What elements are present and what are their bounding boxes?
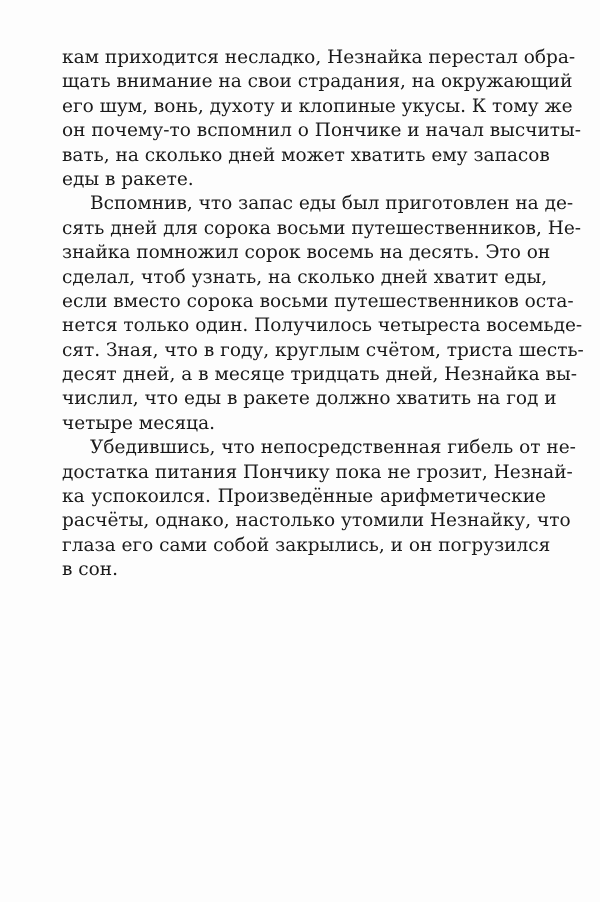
text-line: глаза его сами собой закрылись, и он погрузился [62,534,551,556]
text-line: сят. Зная, что в году, круглым счётом, триста шесть- [62,339,584,361]
text-line: четыре месяца. [62,412,215,434]
text-line: сять дней для сорока восьми путешественников, Не- [62,217,582,239]
text-line: числил, что еды в ракете должно хватить на год и [62,388,557,410]
text-line: знайка помножил сорок восемь на десять. Это он [62,242,551,264]
text-line: Убедившись, что непосредственная гибель от не- [90,437,576,459]
text-line: он почему-то вспомнил о Пончике и начал высчиты- [62,120,582,142]
paragraph-2 [62,192,584,436]
text-line: нется только один. Получилось четыреста восемьде- [62,315,583,337]
text-line: сделал, чтоб узнать, на сколько дней хватит еды, [62,266,548,288]
text-line: если вместо сорока восьми путешественников оста- [62,290,574,312]
paragraph-1 [62,46,582,192]
text-line: Вспомнив, что запас еды был приготовлен на де- [90,193,574,215]
text-line: еды в ракете. [62,168,194,190]
text-line: вать, на сколько дней может хватить ему запасов [62,144,550,166]
page-text [62,46,584,583]
text-line: десят дней, а в месяце тридцать дней, Незнайка вы- [62,364,577,386]
text-line: расчёты, однако, настолько утомили Незнайку, что [62,510,571,532]
text-line: щать внимание на свои страдания, на окружающий [62,71,573,93]
text-line: кам приходится несладко, Незнайка перестал обра- [62,47,576,68]
text-line: в сон. [62,559,119,581]
paragraph-3 [62,436,576,582]
text-line: достатка питания Пончику пока не грозит, Незнай- [62,461,573,483]
text-line: ка успокоился. Произведённые арифметические [62,486,546,508]
text-line: его шум, вонь, духоту и клопиные укусы. К тому же [62,95,573,117]
